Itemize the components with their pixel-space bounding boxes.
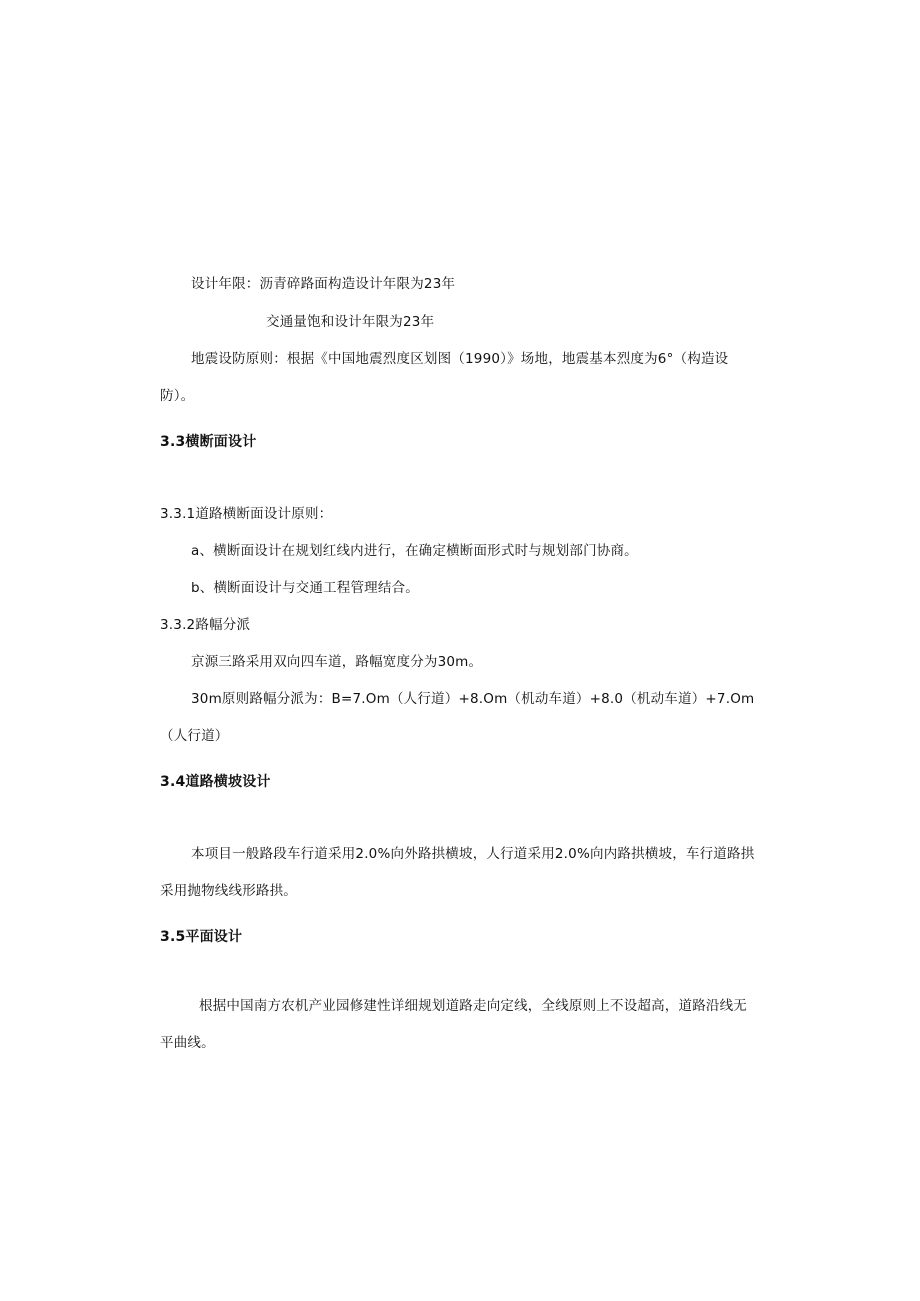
section-3-4-heading: 3.4道路横坡设计: [160, 774, 271, 790]
slope-line-1: 本项目一般路段车行道采用2.0%向外路拱横坡，人行道采用2.0%向内路拱横坡，车行道路拱: [191, 846, 755, 862]
allocation-line-1: 30m原则路幅分派为：B=7.Om（人行道）+8.Om（机动车道）+8.0（机动车道）+7.Om: [191, 691, 755, 707]
subsection-3-3-1: 3.3.1道路横断面设计原则：: [160, 506, 333, 522]
plan-line-1: 根据中国南方农机产业园修建性详细规划道路走向定线，全线原则上不设超高，道路沿线无: [199, 998, 747, 1014]
seismic-line-1: 地震设防原则：根据《中国地震烈度区划图（1990）》场地，地震基本烈度为6°（构造设: [191, 351, 729, 367]
plan-line-2: 平曲线。: [160, 1035, 215, 1051]
section-3-5-heading: 3.5平面设计: [160, 929, 243, 945]
design-life-line-1: 设计年限：沥青碎路面构造设计年限为23年: [191, 276, 456, 292]
list-item-a: a、横断面设计在规划红线内进行，在确定横断面形式时与规划部门协商。: [191, 543, 638, 559]
slope-line-2: 采用抛物线线形路拱。: [160, 883, 297, 899]
lanes-paragraph: 京源三路采用双向四车道，路幅宽度分为30m。: [191, 654, 483, 670]
design-life-line-2: 交通量饱和设计年限为23年: [266, 314, 435, 330]
seismic-line-2: 防）。: [160, 388, 195, 404]
allocation-line-2: （人行道）: [160, 728, 229, 744]
section-3-3-heading: 3.3横断面设计: [160, 434, 257, 450]
list-item-b: b、横断面设计与交通工程管理结合。: [191, 580, 419, 596]
subsection-3-3-2: 3.3.2路幅分派: [160, 617, 251, 633]
